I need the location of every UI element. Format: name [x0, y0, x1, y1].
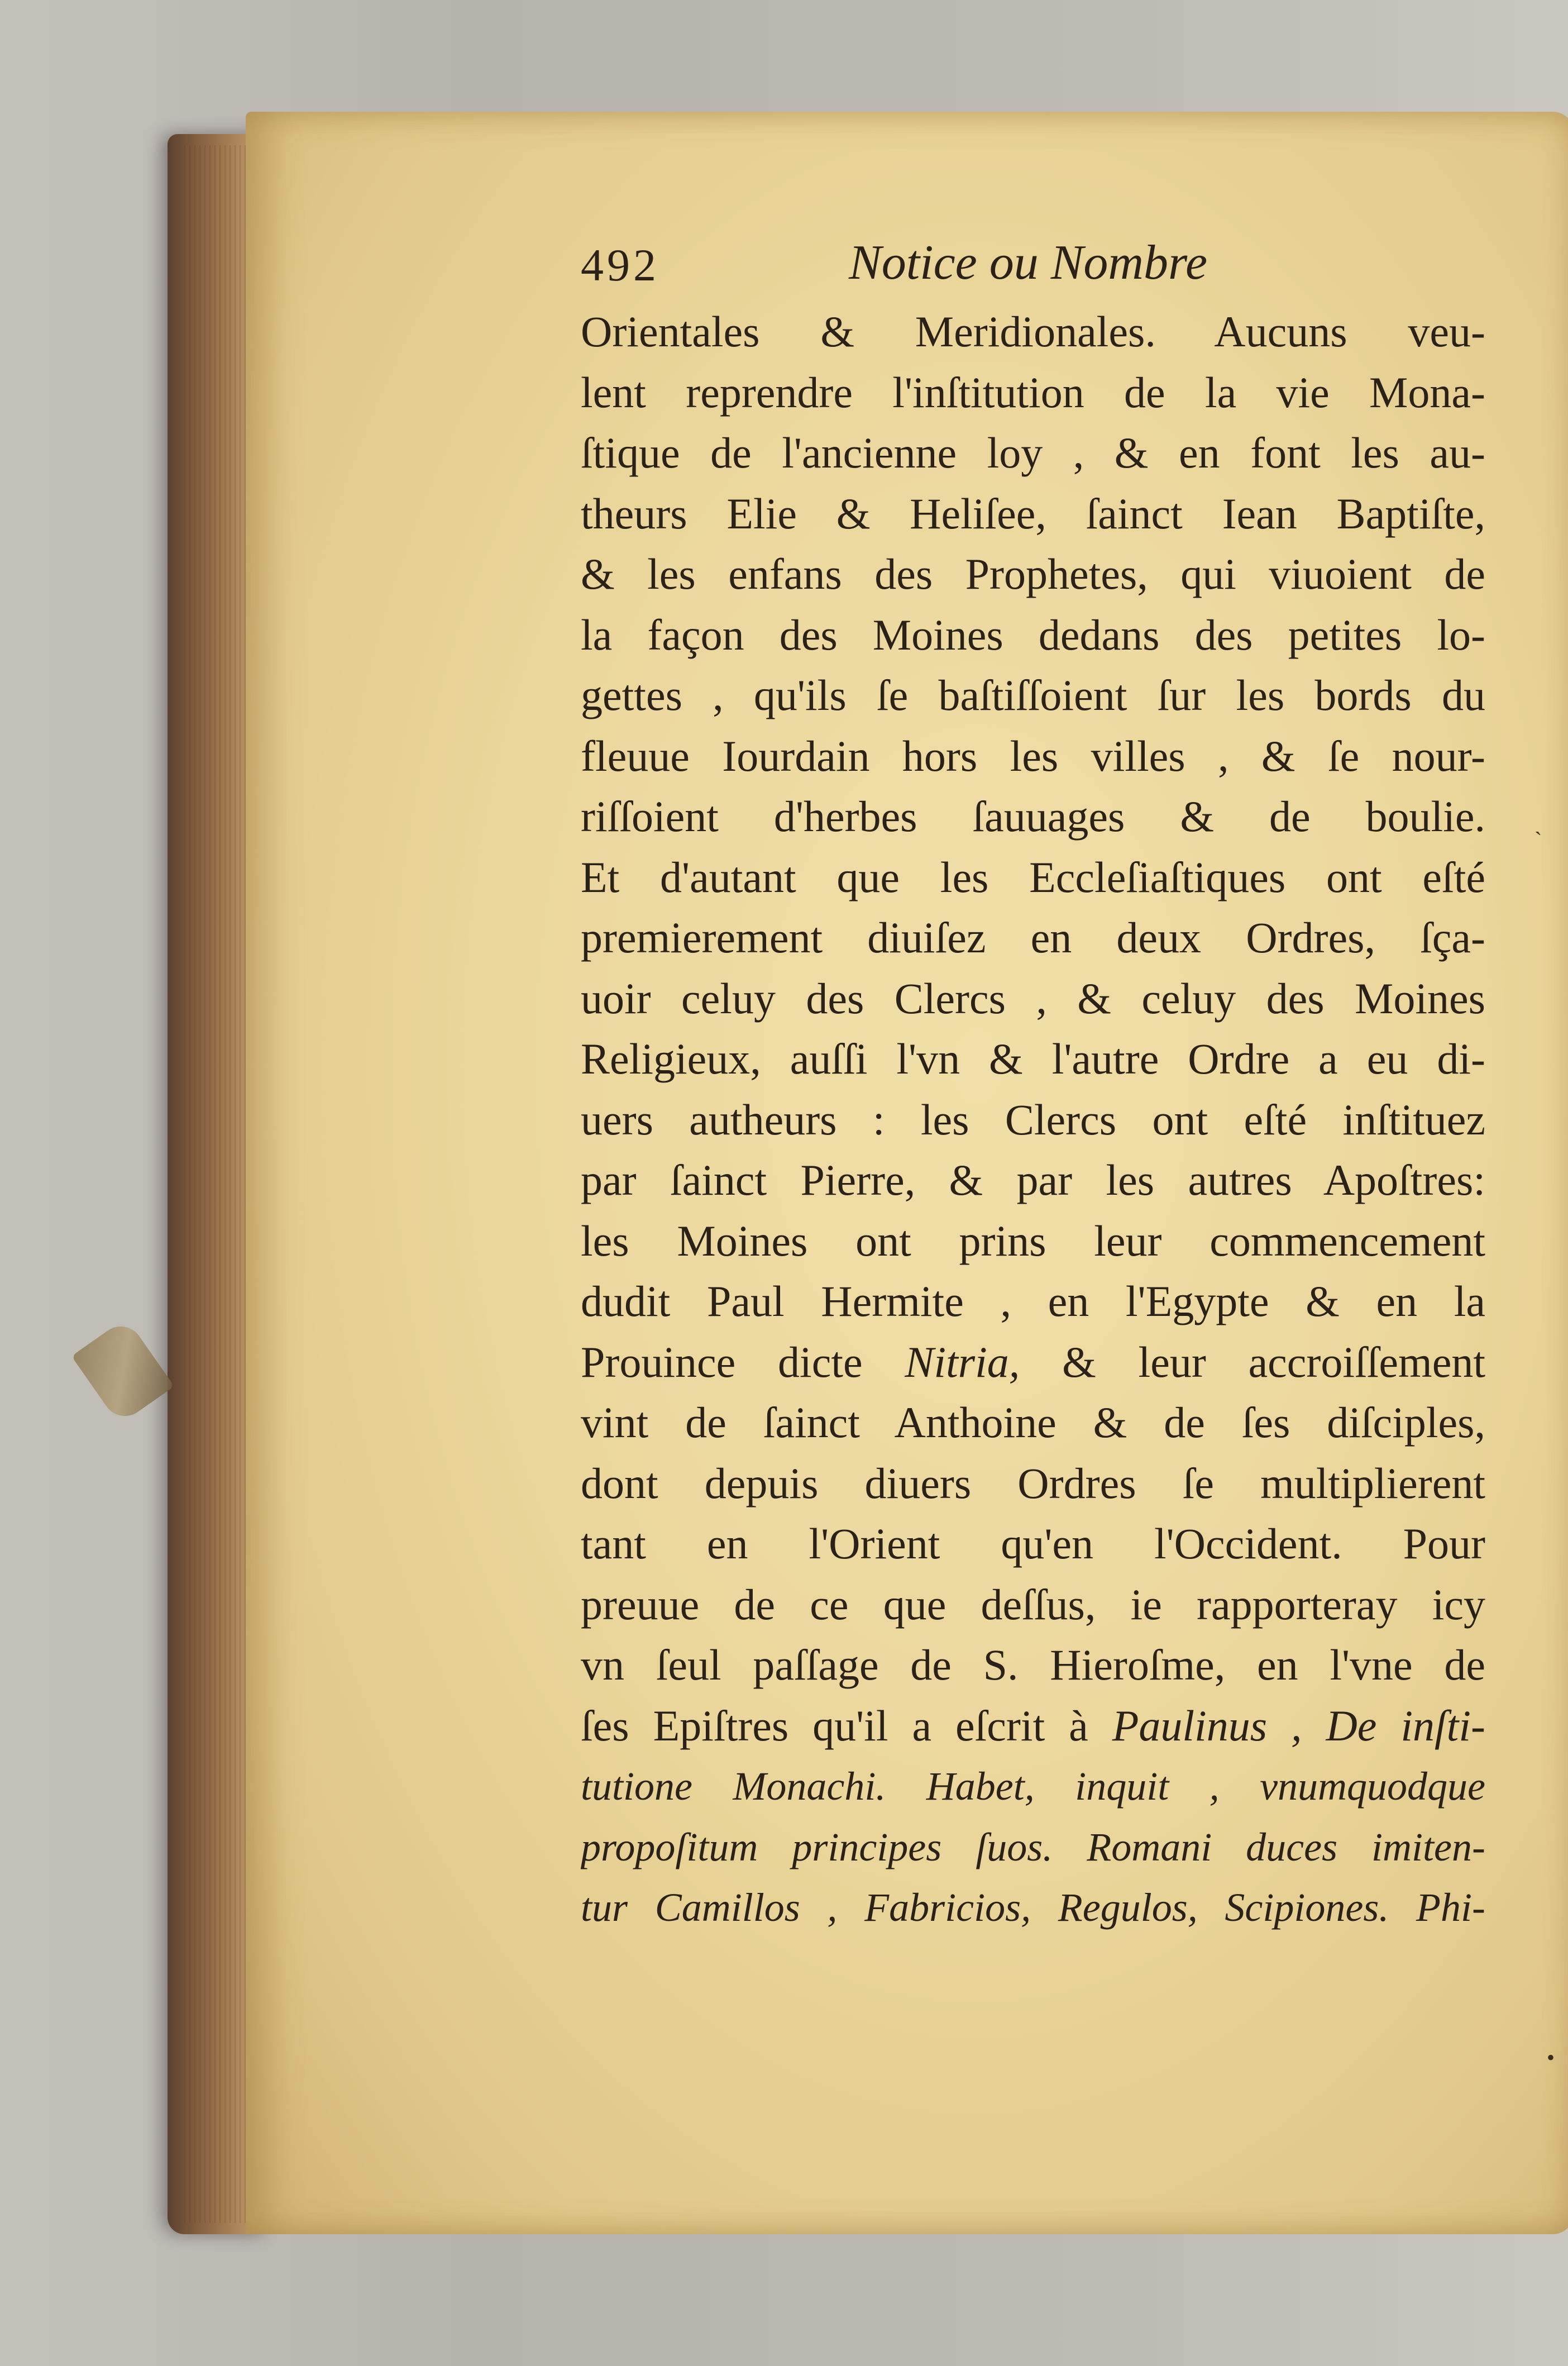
italic-segment: Paulinus , De inſti- — [1112, 1701, 1485, 1750]
italic-segment: Nitria, — [905, 1337, 1020, 1386]
text-line: riſſoient d'herbes ſauuages & de boulie. — [581, 792, 1485, 841]
text-segment: Prouince dicte — [581, 1337, 905, 1386]
text-block — [581, 235, 1485, 1938]
text-line: theurs Elie & Heliſee, ſainct Iean Baptiſte, — [581, 489, 1485, 538]
text-line: Orientales & Meridionales. Aucuns veu- — [581, 307, 1485, 356]
text-line: par ſainct Pierre, & par les autres Apoſtres: — [581, 1156, 1485, 1204]
text-line: uoir celuy des Clercs , & celuy des Moines — [581, 974, 1485, 1023]
text-line: Religieux, auſſi l'vn & l'autre Ordre a eu di- — [581, 1034, 1485, 1083]
page-number: 492 — [581, 240, 659, 290]
text-line: fleuue Iourdain hors les villes , & ſe nour- — [581, 731, 1485, 780]
text-line: ſtique de l'ancienne loy , & en font les au- — [581, 428, 1485, 477]
text-line: Et d'autant que les Eccleſiaſtiques ont eſté — [581, 852, 1485, 901]
text-line: gettes , qu'ils ſe baſtiſſoient ſur les bords du — [581, 671, 1485, 719]
text-line: dont depuis diuers Ordres ſe multiplierent — [581, 1458, 1485, 1508]
text-segment: ſes Epiſtres qu'il a eſcrit à — [581, 1701, 1112, 1750]
text-line: premierement diuiſez en deux Ordres, ſça- — [581, 913, 1485, 962]
text-line: lent reprendre l'inſtitution de la vie Mona- — [581, 368, 1485, 417]
text-line — [581, 1696, 1485, 1757]
text-line: tur Camillos , Fabricios, Regulos, Scipiones. Phi- — [581, 1885, 1485, 1930]
body-text — [581, 302, 1485, 1938]
text-line: tutione Monachi. Habet, inquit , vnumquodque — [581, 1764, 1485, 1809]
text-line — [581, 1332, 1485, 1393]
stray-mark: • — [1547, 2045, 1555, 2070]
text-line: la façon des Moines dedans des petites lo- — [581, 610, 1485, 659]
text-line: propoſitum principes ſuos. Romani duces imiten- — [581, 1824, 1485, 1869]
text-line: les Moines ont prins leur commencement — [581, 1216, 1485, 1265]
running-title: Notice ou Nombre — [849, 236, 1207, 290]
text-line: & les enfans des Prophetes, qui viuoient de — [581, 550, 1485, 598]
running-head — [581, 235, 1485, 302]
text-line: tant en l'Orient qu'en l'Occident. Pour — [581, 1519, 1485, 1568]
text-line: uers autheurs : les Clercs ont eſté inſtituez — [581, 1095, 1485, 1144]
text-line: preuue de ce que deſſus, ie rapporteray icy — [581, 1580, 1485, 1629]
text-line: vn ſeul paſſage de S. Hieroſme, en l'vne de — [581, 1640, 1485, 1689]
text-segment: & leur accroiſſement — [1020, 1337, 1485, 1386]
text-line: vint de ſainct Anthoine & de ſes diſciples, — [581, 1398, 1485, 1447]
stray-mark: ` — [1534, 827, 1542, 852]
text-line: dudit Paul Hermite , en l'Egypte & en la — [581, 1277, 1485, 1325]
